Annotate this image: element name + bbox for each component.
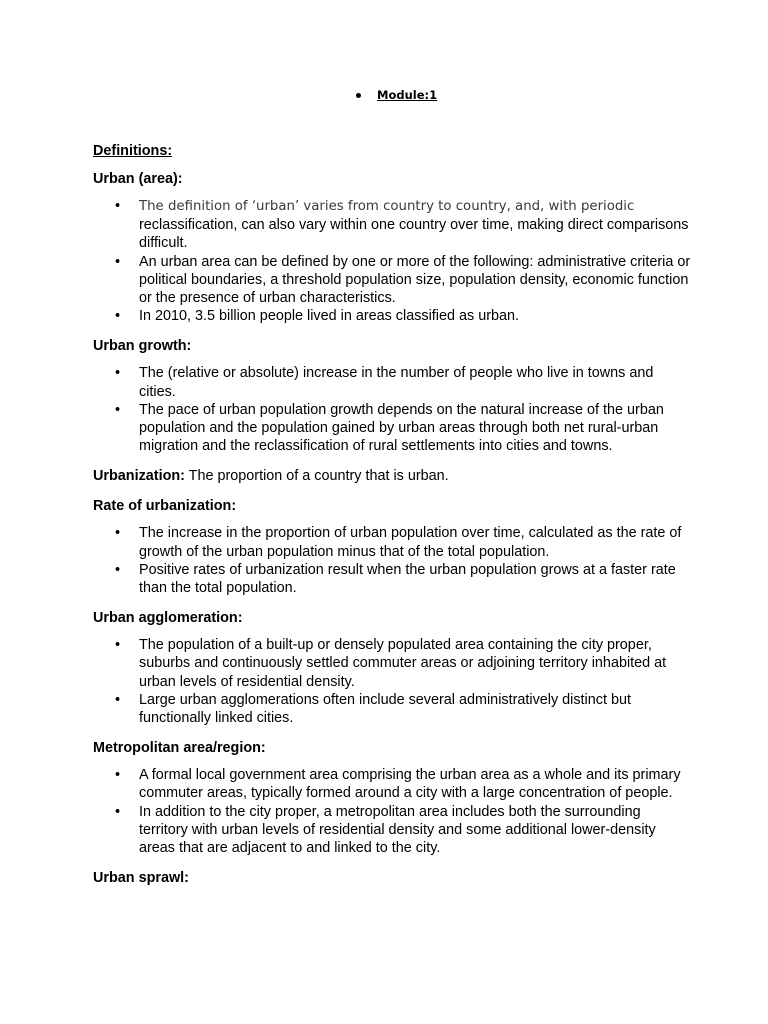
- list-item: [93, 401, 693, 456]
- list-item-text: The (relative or absolute) increase in the number of people who live in towns and cities.: [139, 365, 654, 400]
- list-item-text: Large urban agglomerations often include several administratively distinct but functionally linked cities.: [139, 691, 631, 727]
- list-item: [93, 307, 693, 325]
- list-item-text: Positive rates of urbanization result when the urban population grows at a faster rate than the total population.: [139, 561, 676, 597]
- bullet-icon: •: [115, 767, 121, 784]
- section-title: Urban (area):: [93, 171, 183, 187]
- list-item: [93, 691, 693, 727]
- section-title: Rate of urbanization:: [93, 498, 237, 515]
- bullet-icon: •: [115, 561, 121, 578]
- list-item-text: A formal local government area comprising the urban area as a whole and its primary commuter areas, typically formed around a city with a large concentration of people.: [139, 767, 681, 802]
- list-item: [93, 524, 693, 560]
- bullet-icon: •: [115, 637, 121, 654]
- list-item-text: reclassification, can also vary within one country over time, making direct comparisons difficult.: [139, 217, 689, 252]
- definition-text: The proportion of a country that is urban.: [184, 468, 449, 485]
- section-title: Urban agglomeration:: [93, 610, 243, 627]
- bullet-icon: •: [115, 803, 121, 820]
- bullet-icon: •: [115, 365, 121, 382]
- list-item-text: The population of a built-up or densely populated area containing the city proper, suburbs and continuously settled commuter areas or adjoining territory inhabited at urban levels of residential density.: [139, 637, 667, 690]
- bullet-icon: •: [115, 198, 121, 214]
- bullet-list: [93, 364, 693, 455]
- section-rate-of-urbanization: [93, 497, 693, 597]
- list-item-text-first-line: The definition of ‘urban’ varies from country to country, and, with periodic: [139, 199, 635, 214]
- list-item: [93, 803, 693, 858]
- list-item: [93, 253, 693, 308]
- list-item: [93, 364, 693, 400]
- section-metropolitan-area: [93, 739, 693, 857]
- section-urban-agglomeration: [93, 609, 693, 727]
- section-title: Urban sprawl:: [93, 870, 189, 887]
- urbanization-definition: [93, 467, 693, 485]
- list-item-text: An urban area can be defined by one or more of the following: administrative criteria or political boundaries, a threshold population size, population density, economic function or the presence of urban characteristics.: [139, 253, 691, 307]
- bullet-list: [93, 197, 693, 325]
- section-urbanization: [93, 467, 693, 485]
- section-title: Metropolitan area/region:: [93, 740, 266, 757]
- bullet-list: [93, 636, 693, 727]
- section-urban-sprawl: [93, 869, 693, 887]
- section-urban-growth: [93, 337, 693, 455]
- module-label: Module:1: [377, 88, 438, 102]
- bullet-icon: •: [115, 691, 121, 708]
- list-item-text: In addition to the city proper, a metropolitan area includes both the surrounding territory with urban levels of residential density and some additional lower-density areas that are adjacent to and linked to the city.: [139, 803, 656, 857]
- bullet-list: [93, 766, 693, 857]
- section-title: Urban growth:: [93, 338, 192, 355]
- document-content: [93, 142, 693, 899]
- list-item-text: The pace of urban population growth depends on the natural increase of the urban population and the population gained by urban areas through both net rural-urban migration and the reclassification of rural settlements into cities and towns.: [139, 401, 664, 455]
- definitions-title: Definitions:: [93, 143, 173, 159]
- module-heading: [356, 88, 437, 102]
- section-urban-area: [93, 170, 693, 325]
- list-item: [93, 766, 693, 802]
- section-title: Urbanization:: [93, 468, 185, 485]
- list-item: [93, 561, 693, 597]
- list-item: [93, 636, 693, 691]
- bullet-list: [93, 524, 693, 597]
- list-item: [93, 197, 693, 253]
- bullet-icon: •: [115, 525, 121, 542]
- bullet-icon: •: [115, 401, 121, 418]
- bullet-icon: •: [115, 308, 121, 325]
- list-item-text: The increase in the proportion of urban population over time, calculated as the rate of growth of the urban population minus that of the total population.: [139, 525, 682, 560]
- bullet-icon: [356, 93, 361, 98]
- list-item-text: In 2010, 3.5 billion people lived in areas classified as urban.: [139, 308, 519, 325]
- bullet-icon: •: [115, 253, 121, 270]
